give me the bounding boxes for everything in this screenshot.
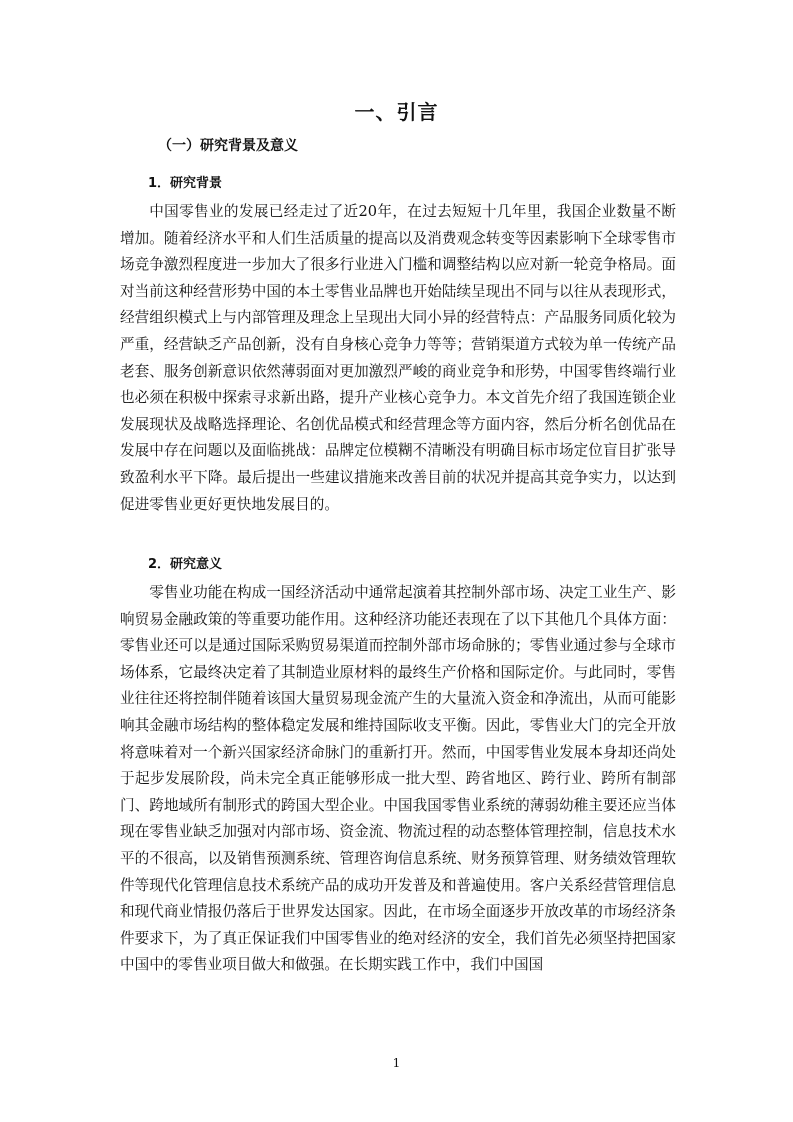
- section-title: （一）研究背景及意义: [158, 138, 298, 154]
- chapter-title: 一、引言: [354, 100, 439, 124]
- paragraph-background: 中国零售业的发展已经走过了近20年，在过去短短十几年里，我国企业数量不断增加。随着经济水平和人们生活质量的提高以及消费观念转变等因素影响下全球零售市场竞争激烈程度进一步加大了很多行业进入门槛和调整结构以应对新一轮竞争格局。面对当前这种经营形势中国的本土零售业品牌也开始陆续呈现出不同与以往从表现形式，经营组织模式上与内部管理及理念上呈现出大同小异的经营特点：产品服务同质化较为严重，经营缺乏产品创新，没有自身核心竞争力等等；营销渠道方式较为单一传统产品老套、服务创新意识依然薄弱面对更加激烈严峻的商业竞争和形势，中国零售终端行业也必须在积极中探索寻求新出路，提升产业核心竞争力。本文首先介绍了我国连锁企业发展现状及战略选择理论、名创优品模式和经营理念等方面内容，然后分析名创优品在发展中存在问题以及面临挑战：品牌定位模糊不清晰没有明确目标市场定位盲目扩张导致盈利水平下降。最后提出一些建议措施来改善目前的状况并提高其竞争实力，以达到促进零售业更好更快地发展目的。: [120, 203, 676, 513]
- page-number: 1: [392, 1056, 401, 1070]
- paragraph-significance: 零售业功能在构成一国经济活动中通常起演着其控制外部市场、决定工业生产、影响贸易金融政策的等重要功能作用。这种经济功能还表现在了以下其他几个具体方面：零售业还可以是通过国际采购贸易渠道而控制外部市场命脉的；零售业通过参与全球市场体系，它最终决定着了其制造业原材料的最终生产价格和国际定价。与此同时，零售业往往还将控制伴随着该国大量贸易现金流产生的大量流入资金和净流出，从而可能影响其金融市场结构的整体稳定发展和维持国际收支平衡。因此，零售业大门的完全开放将意味着对一个新兴国家经济命脉门的重新打开。然而，中国零售业发展本身却还尚处于起步发展阶段，尚未完全真正能够形成一批大型、跨省地区、跨行业、跨所有制部门、跨地域所有制形式的跨国大型企业。中国我国零售业系统的薄弱幼稚主要还应当体现在零售业缺乏加强对内部市场、资金流、物流过程的动态整体管理控制，信息技术水平的不很高，以及销售预测系统、管理咨询信息系统、财务预算管理、财务绩效管理软件等现代化管理信息技术系统产品的成功开发普及和普遍使用。客户关系经营管理信息和现代商业情报仍落后于世界发达国家。因此，在市场全面逐步开放改革的市场经济条件要求下，为了真正保证我们中国零售业的绝对经济的安全，我们首先必须坚持把国家中国中的零售业项目做大和做强。在长期实践工作中，我们中国国: [120, 584, 676, 974]
- subsection-title-significance: 2．研究意义: [148, 557, 223, 572]
- subsection-title-background: 1．研究背景: [148, 176, 223, 191]
